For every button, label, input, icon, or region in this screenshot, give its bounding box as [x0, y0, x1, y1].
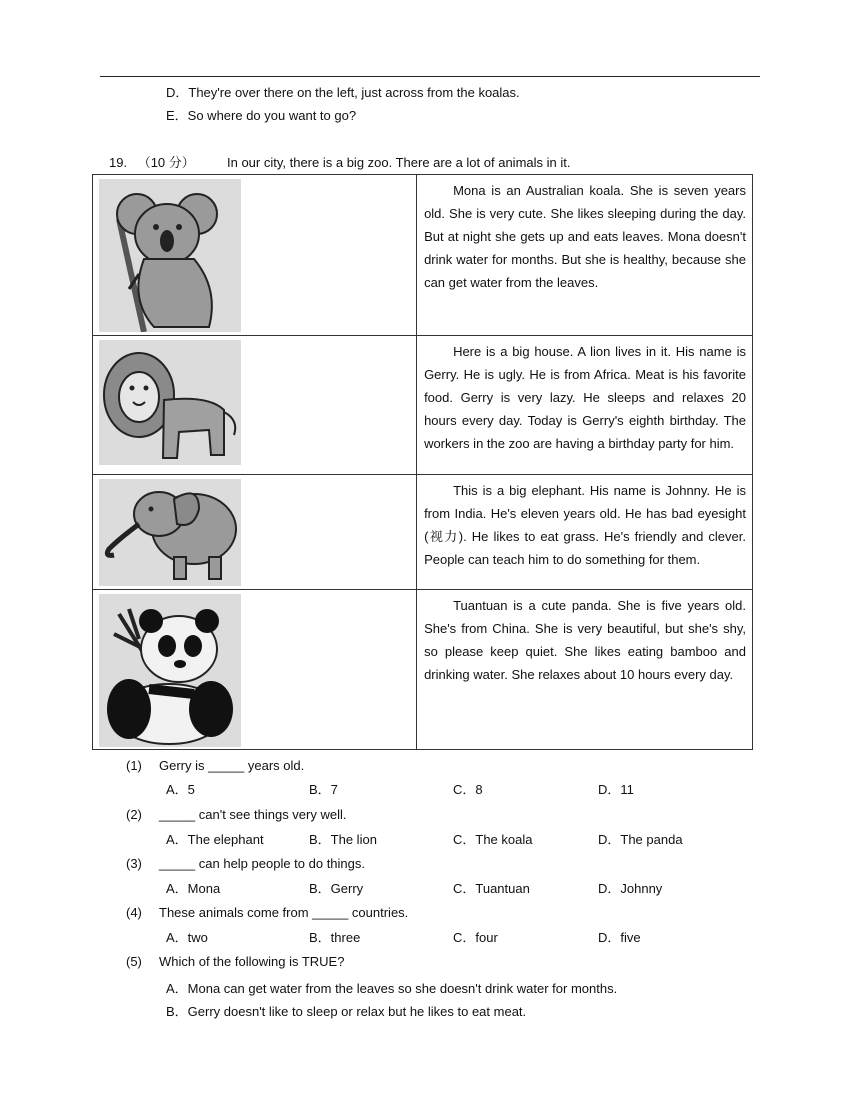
- top-rule: [100, 76, 760, 77]
- option[interactable]: A．The elephant: [166, 832, 264, 847]
- subquestion-2: (2) _____ can't see things very well.: [126, 807, 347, 822]
- option[interactable]: C．8: [453, 782, 483, 797]
- option[interactable]: B．7: [309, 782, 338, 797]
- option[interactable]: D．11: [598, 782, 634, 797]
- subquestion-5: (5) Which of the following is TRUE?: [126, 954, 345, 969]
- table-row: [93, 590, 753, 750]
- text-cell: [417, 336, 753, 475]
- subquestion-3: (3) _____ can help people to do things.: [126, 856, 366, 871]
- question-score: （10 分）: [137, 155, 195, 170]
- elephant-image: [99, 479, 241, 586]
- option-e: E．So where do you want to go?: [166, 108, 357, 123]
- option[interactable]: B．The lion: [309, 832, 377, 847]
- table-row: [93, 336, 753, 475]
- panda-image: [99, 594, 241, 747]
- subquestion-4: (4) These animals come from _____ countries.: [126, 905, 409, 920]
- option[interactable]: A．Mona: [166, 881, 221, 896]
- option[interactable]: C．four: [453, 930, 498, 945]
- animal-table: [92, 174, 753, 750]
- option[interactable]: A．two: [166, 930, 208, 945]
- koala-image: [99, 179, 241, 332]
- option[interactable]: B．Gerry doesn't like to sleep or relax but he likes to eat meat.: [166, 1004, 527, 1019]
- table-row: [93, 475, 753, 590]
- elephant-paragraph: This is a big elephant. His name is Johnny. He is from India. He's eleven years old. He has bad eyesight (视力). He likes to eat grass. He's friendly and clever. People can teach him to do something for them.: [424, 483, 746, 567]
- table-row: [93, 175, 753, 336]
- koala-paragraph: Mona is an Australian koala. She is seven years old. She is very cute. She likes sleeping during the day. But at night she gets up and eats leaves. Mona doesn't drink water for months. But she is healthy, because she can get water from the leaves.: [424, 183, 746, 290]
- option[interactable]: A．5: [166, 782, 195, 797]
- question-intro: In our city, there is a big zoo. There are a lot of animals in it.: [227, 155, 571, 170]
- lion-paragraph: Here is a big house. A lion lives in it. His name is Gerry. He is ugly. He is from Africa. Meat is his favorite food. Gerry is very lazy. He sleeps and relaxes 20 hours every day. Today is Gerry's eighth birthday. The workers in the zoo are having a birthday party for him.: [424, 344, 746, 451]
- question-number: 19.: [109, 155, 128, 170]
- option[interactable]: B．three: [309, 930, 361, 945]
- picture-cell: [93, 175, 417, 336]
- text-cell: [417, 175, 753, 336]
- option[interactable]: D．five: [598, 930, 641, 945]
- option[interactable]: A．Mona can get water from the leaves so she doesn't drink water for months.: [166, 981, 618, 996]
- panda-paragraph: Tuantuan is a cute panda. She is five years old. She's from China. She is very beautiful, but she's shy, so please keep quiet. She likes eating bamboo and drinking water. She relaxes about 10 hours every day.: [424, 598, 746, 682]
- lion-image: [99, 340, 241, 465]
- text-cell: [417, 590, 753, 750]
- option-d: D．They're over there on the left, just across from the koalas.: [166, 85, 520, 100]
- question-header: [109, 154, 571, 171]
- option[interactable]: D．The panda: [598, 832, 683, 847]
- picture-cell: [93, 590, 417, 750]
- picture-cell: [93, 336, 417, 475]
- picture-cell: [93, 475, 417, 590]
- option[interactable]: C．The koala: [453, 832, 533, 847]
- option[interactable]: B．Gerry: [309, 881, 364, 896]
- subquestion-1: (1) Gerry is _____ years old.: [126, 758, 305, 773]
- option[interactable]: D．Johnny: [598, 881, 663, 896]
- text-cell: [417, 475, 753, 590]
- option[interactable]: C．Tuantuan: [453, 881, 530, 896]
